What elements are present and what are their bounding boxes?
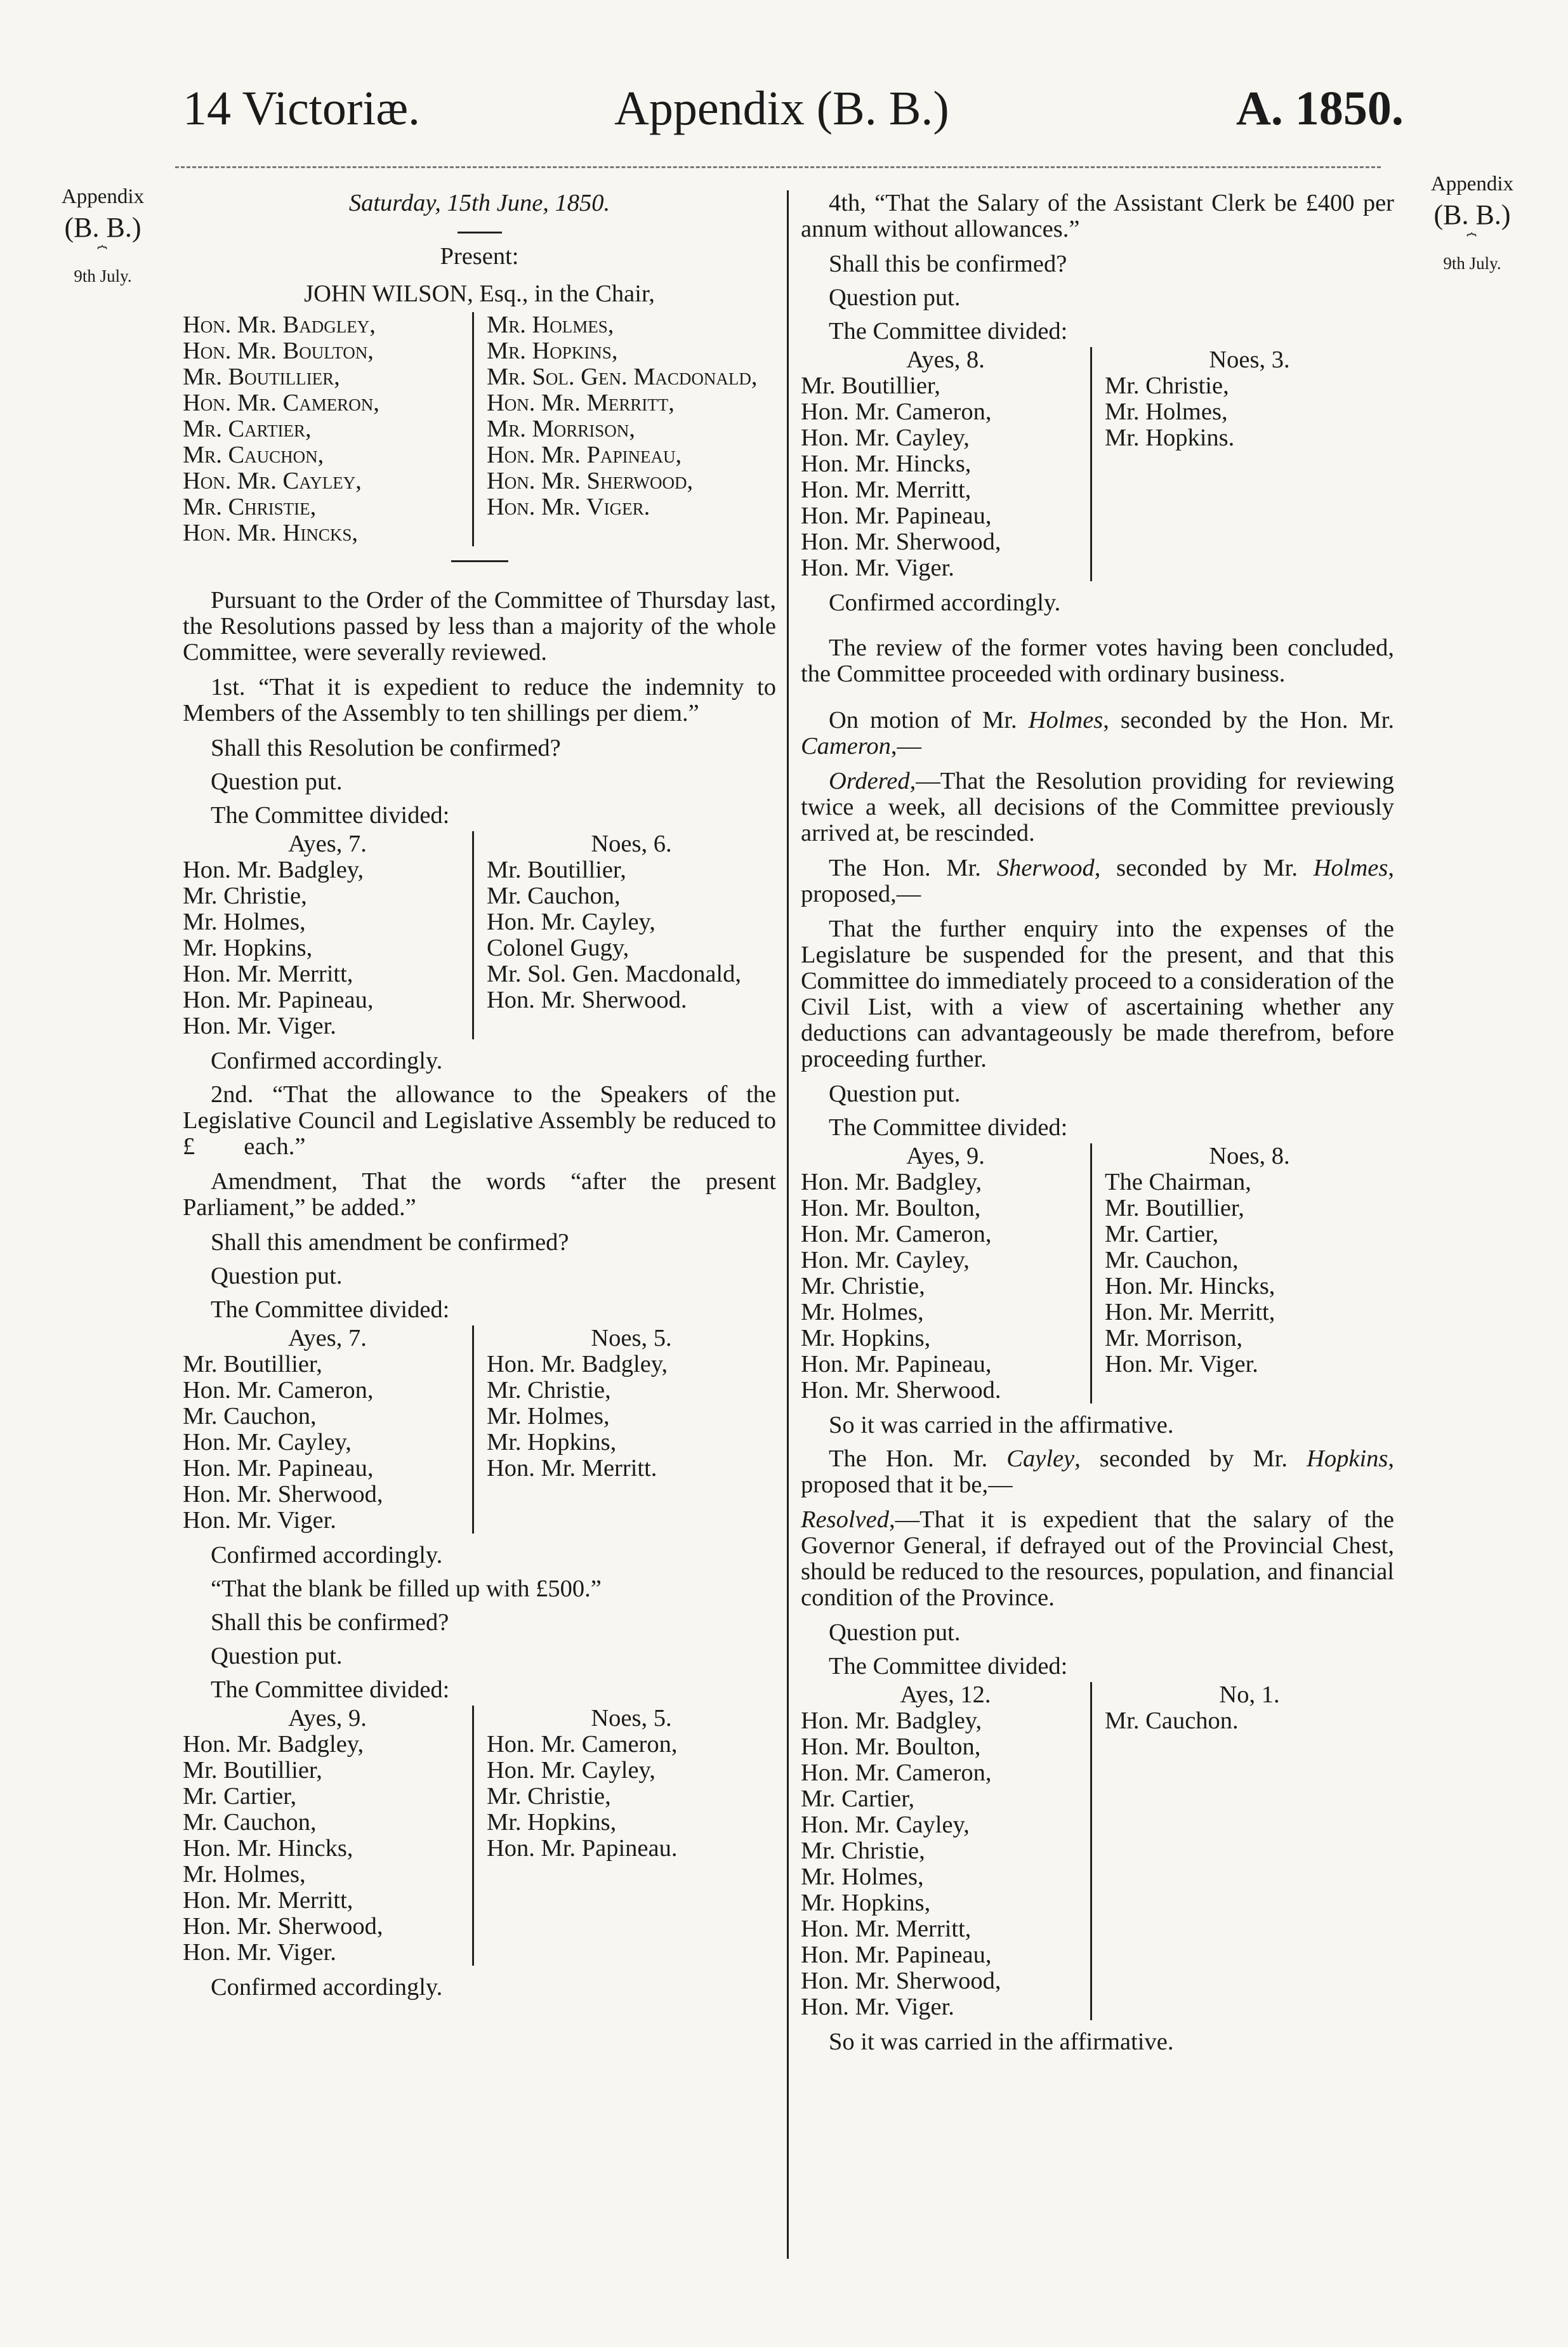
no-member: Hon. Mr. Hincks, <box>1105 1273 1275 1299</box>
committee-divided: The Committee divided: <box>211 1676 450 1703</box>
right-column <box>801 190 1394 2063</box>
present-member: Hon. Mr. Sherwood, <box>487 468 694 494</box>
noes-heading: Noes, 8. <box>1209 1143 1290 1169</box>
no-member: Mr. Hopkins. <box>1105 424 1235 451</box>
committee-divided: The Committee divided: <box>829 1114 1068 1141</box>
proposal-text: , seconded by Mr. <box>1074 1445 1307 1472</box>
committee-divided: The Committee divided: <box>211 802 450 829</box>
aye-member: Hon. Mr. Cayley, <box>183 1429 352 1456</box>
proposal-text: , proposed that it be,— <box>801 1445 1394 1498</box>
motion-text: , seconded by the Hon. Mr. <box>1103 707 1394 733</box>
present-member: Mr. Cartier, <box>183 416 312 442</box>
aye-member: Hon. Mr. Hincks, <box>183 1835 353 1862</box>
division-ayes <box>801 1143 1090 1404</box>
question-confirm-3: Shall this be confirmed? <box>211 1609 449 1636</box>
division-ayes <box>183 1325 472 1534</box>
no-member: Hon. Mr. Papineau. <box>487 1835 678 1862</box>
noes-heading: Noes, 5. <box>591 1325 672 1351</box>
no-member: Mr. Boutillier, <box>487 857 626 883</box>
no-member: Hon. Mr. Merritt. <box>487 1455 657 1482</box>
margin-brace-icon: ⏞ <box>97 246 109 265</box>
no-member: Mr. Sol. Gen. Macdonald, <box>487 961 741 987</box>
proposal-text: The Hon. Mr. <box>829 855 997 881</box>
aye-member: Hon. Mr. Merritt, <box>183 1887 353 1914</box>
proposal-text: The Hon. Mr. <box>829 1445 1007 1472</box>
column-divider <box>787 190 789 2259</box>
aye-member: Hon. Mr. Boulton, <box>801 1195 981 1221</box>
review-paragraph: The review of the former votes having been concluded, the Committee proceeded with ordinary business. <box>801 634 1394 687</box>
seconder-name: Hopkins <box>1307 1445 1388 1472</box>
aye-member: Hon. Mr. Viger. <box>183 1507 336 1534</box>
margin-note-left-line3: 9th July. <box>74 266 132 286</box>
aye-member: Hon. Mr. Sherwood, <box>183 1481 383 1508</box>
meeting-date: Saturday, 15th June, 1850. <box>348 190 610 216</box>
no-member: Mr. Cauchon, <box>487 883 621 909</box>
aye-member: Hon. Mr. Badgley, <box>801 1169 982 1195</box>
aye-member: Hon. Mr. Sherwood, <box>183 1913 383 1940</box>
carried-affirmative: So it was carried in the affirmative. <box>829 2028 1174 2055</box>
aye-member: Hon. Mr. Cayley, <box>801 1247 970 1273</box>
division-noes <box>1090 347 1394 581</box>
aye-member: Hon. Mr. Sherwood, <box>801 529 1001 555</box>
aye-member: Hon. Mr. Merritt, <box>801 477 972 503</box>
aye-member: Mr. Cauchon, <box>183 1403 317 1430</box>
aye-member: Hon. Mr. Papineau, <box>801 1942 992 1968</box>
no-member: Mr. Christie, <box>487 1783 611 1810</box>
aye-member: Hon. Mr. Cameron, <box>801 398 992 425</box>
aye-member: Mr. Christie, <box>183 883 307 909</box>
aye-member: Hon. Mr. Merritt, <box>801 1916 972 1942</box>
present-label: Present: <box>440 243 519 270</box>
header-year: A. 1850. <box>1236 82 1404 135</box>
question-put: Question put. <box>829 1619 961 1646</box>
aye-member: Hon. Mr. Badgley, <box>183 857 364 883</box>
question-put: Question put. <box>829 284 961 311</box>
ordered-paragraph <box>801 768 1394 846</box>
blank-filled-paragraph: “That the blank be filled up with £500.” <box>211 1575 602 1602</box>
question-confirm-2: Shall this amendment be confirmed? <box>211 1229 569 1256</box>
no-member: Hon. Mr. Cameron, <box>487 1731 678 1758</box>
present-members-left <box>183 312 472 546</box>
question-put: Question put. <box>211 1263 343 1289</box>
margin-note-left <box>39 184 166 287</box>
present-member: Hon. Mr. Merritt, <box>487 390 675 416</box>
margin-brace-icon: ⏞ <box>1466 233 1478 252</box>
mover-name: Holmes <box>1028 707 1104 733</box>
division-ayes <box>801 1682 1090 2020</box>
no-member: Hon. Mr. Badgley, <box>487 1351 668 1377</box>
aye-member: Hon. Mr. Merritt, <box>183 961 353 987</box>
present-member: Hon. Mr. Hincks, <box>183 520 358 546</box>
aye-member: Mr. Hopkins, <box>183 935 313 961</box>
aye-member: Hon. Mr. Hincks, <box>801 450 972 477</box>
ordered-text: —That the Resolution providing for reviewing twice a week, all decisions of the Committee previously arrived at, be rescinded. <box>801 768 1394 846</box>
aye-member: Hon. Mr. Badgley, <box>183 1731 364 1758</box>
amendment-paragraph: Amendment, That the words “after the present Parliament,” be added.” <box>183 1168 776 1221</box>
present-members <box>183 312 776 546</box>
resolution-first: 1st. “That it is expedient to reduce the indemnity to Members of the Assembly to ten shillings per diem.” <box>183 674 776 726</box>
header-session: 14 Victoriæ. <box>183 82 421 135</box>
no-member: Colonel Gugy, <box>487 935 629 961</box>
margin-note-right-line2: (B. B.) <box>1433 199 1511 231</box>
aye-member: Mr. Cauchon, <box>183 1809 317 1836</box>
cayley-proposal-paragraph <box>801 1446 1394 1498</box>
committee-divided: The Committee divided: <box>211 1296 450 1323</box>
aye-member: Hon. Mr. Boulton, <box>801 1733 981 1760</box>
page-header <box>0 75 1568 145</box>
division-4 <box>801 347 1394 581</box>
present-member: Hon. Mr. Badgley, <box>183 312 376 338</box>
question-put: Question put. <box>211 768 343 795</box>
present-member: Mr. Christie, <box>183 494 317 520</box>
resolved-label: Resolved, <box>801 1506 895 1533</box>
aye-member: Mr. Cartier, <box>801 1785 915 1812</box>
no-member: Mr. Hopkins, <box>487 1429 617 1456</box>
present-member: Hon. Mr. Papineau, <box>487 442 682 468</box>
present-member: Mr. Sol. Gen. Macdonald, <box>487 364 758 390</box>
aye-member: Hon. Mr. Cayley, <box>801 424 970 451</box>
ayes-heading: Ayes, 8. <box>906 346 985 373</box>
confirmed-accordingly: Confirmed accordingly. <box>211 1048 443 1074</box>
no-member: Mr. Christie, <box>1105 372 1229 399</box>
resolved-paragraph <box>801 1507 1394 1611</box>
header-appendix: Appendix (B. B.) <box>614 82 949 135</box>
section-rule <box>451 560 508 562</box>
seconder-name: Holmes <box>1313 855 1388 881</box>
motion-text: ,— <box>890 733 921 759</box>
margin-note-right <box>1402 171 1542 275</box>
division-ayes <box>801 347 1090 581</box>
aye-member: Hon. Mr. Sherwood. <box>801 1377 1001 1404</box>
noes-heading: No, 1. <box>1219 1681 1280 1708</box>
no-member: Mr. Boutillier, <box>1105 1195 1244 1221</box>
no-member: Mr. Holmes, <box>1105 398 1228 425</box>
present-member: Hon. Mr. Boulton, <box>183 338 374 364</box>
margin-note-right-line1: Appendix <box>1430 173 1514 195</box>
proposal-text: , seconded by Mr. <box>1094 855 1314 881</box>
no-member: Mr. Holmes, <box>487 1403 610 1430</box>
proposal-paragraph <box>801 855 1394 907</box>
present-member: Hon. Mr. Viger. <box>487 494 650 520</box>
ayes-heading: Ayes, 9. <box>288 1705 367 1732</box>
seconder-name: Cameron <box>801 733 891 759</box>
aye-member: Hon. Mr. Viger. <box>801 1994 954 2020</box>
carried-affirmative: So it was carried in the affirmative. <box>829 1412 1174 1438</box>
ayes-heading: Ayes, 12. <box>900 1681 991 1708</box>
date-rule <box>458 232 502 233</box>
present-member: Mr. Hopkins, <box>487 338 618 364</box>
aye-member: Hon. Mr. Papineau, <box>183 1455 374 1482</box>
present-member: Mr. Morrison, <box>487 416 635 442</box>
committee-divided: The Committee divided: <box>829 318 1068 345</box>
no-member: Hon. Mr. Merritt, <box>1105 1299 1275 1325</box>
present-members-right <box>472 312 776 546</box>
question-put: Question put. <box>829 1081 961 1107</box>
division-ayes <box>183 831 472 1039</box>
aye-member: Hon. Mr. Viger. <box>183 1013 336 1039</box>
aye-member: Hon. Mr. Cameron, <box>183 1377 374 1404</box>
present-member: Mr. Boutillier, <box>183 364 340 390</box>
left-column <box>183 190 782 2008</box>
division-5 <box>801 1143 1394 1404</box>
resolved-text: —That it is expedient that the salary of the Governor General, if defrayed out of the Provincial Chest, should be reduced to the resources, population, and financial condition of the Province. <box>801 1506 1394 1611</box>
division-1 <box>183 831 776 1039</box>
question-confirm-1: Shall this Resolution be confirmed? <box>211 735 561 761</box>
ayes-heading: Ayes, 9. <box>906 1143 985 1169</box>
resolution-fourth: 4th, “That the Salary of the Assistant Clerk be £400 per annum without allowances.” <box>801 190 1394 242</box>
present-member: Hon. Mr. Cayley, <box>183 468 362 494</box>
present-member: Mr. Cauchon, <box>183 442 324 468</box>
no-member: The Chairman, <box>1105 1169 1251 1195</box>
further-enquiry-paragraph: That the further enquiry into the expenses of the Legislature be suspended for the present, and that this Committee do immediately proceed to a consideration of the Civil List, with a view of ascertaining whether any deductions can advantageously be made therefrom, before proceeding further. <box>801 916 1394 1072</box>
division-6 <box>801 1682 1394 2020</box>
division-noes <box>472 831 776 1039</box>
motion-paragraph <box>801 707 1394 759</box>
aye-member: Mr. Boutillier, <box>183 1351 322 1377</box>
division-noes <box>472 1325 776 1534</box>
question-confirm-4: Shall this be confirmed? <box>829 251 1067 277</box>
ayes-heading: Ayes, 7. <box>288 831 367 857</box>
margin-note-right-line3: 9th July. <box>1443 253 1501 273</box>
confirmed-accordingly: Confirmed accordingly. <box>211 1542 443 1568</box>
no-member: Mr. Hopkins, <box>487 1809 617 1836</box>
aye-member: Hon. Mr. Papineau, <box>801 1351 992 1377</box>
aye-member: Mr. Boutillier, <box>183 1757 322 1784</box>
division-noes <box>1090 1682 1394 2020</box>
division-2 <box>183 1325 776 1534</box>
margin-note-left-line2: (B. B.) <box>64 212 142 244</box>
aye-member: Mr. Holmes, <box>183 909 306 935</box>
ayes-heading: Ayes, 7. <box>288 1325 367 1351</box>
present-member: Hon. Mr. Cameron, <box>183 390 379 416</box>
proposal-text: , proposed,— <box>801 855 1394 907</box>
aye-member: Hon. Mr. Cameron, <box>801 1221 992 1247</box>
no-member: Hon. Mr. Cayley, <box>487 1757 656 1784</box>
division-3 <box>183 1706 776 1966</box>
noes-heading: Noes, 6. <box>591 831 672 857</box>
aye-member: Mr. Holmes, <box>801 1864 924 1890</box>
pursuant-paragraph: Pursuant to the Order of the Committee of Thursday last, the Resolutions passed by less than a majority of the whole Committee, were severally reviewed. <box>183 587 776 666</box>
no-member: Mr. Christie, <box>487 1377 611 1404</box>
aye-member: Hon. Mr. Sherwood, <box>801 1968 1001 1994</box>
no-member: Mr. Cauchon, <box>1105 1247 1239 1273</box>
motion-text: On motion of Mr. <box>829 707 1029 733</box>
division-ayes <box>183 1706 472 1966</box>
aye-member: Mr. Hopkins, <box>801 1325 931 1351</box>
confirmed-accordingly: Confirmed accordingly. <box>829 589 1061 616</box>
no-member: Mr. Cauchon. <box>1105 1707 1239 1734</box>
division-noes <box>472 1706 776 1966</box>
aye-member: Mr. Christie, <box>801 1837 925 1864</box>
aye-member: Hon. Mr. Viger. <box>183 1939 336 1966</box>
division-noes <box>1090 1143 1394 1404</box>
aye-member: Mr. Boutillier, <box>801 372 940 399</box>
committee-divided: The Committee divided: <box>829 1653 1068 1680</box>
no-member: Hon. Mr. Viger. <box>1105 1351 1258 1377</box>
chair-line: JOHN WILSON, Esq., in the Chair, <box>304 280 655 307</box>
no-member: Mr. Morrison, <box>1105 1325 1243 1351</box>
aye-member: Hon. Mr. Badgley, <box>801 1707 982 1734</box>
present-member: Mr. Holmes, <box>487 312 614 338</box>
no-member: Mr. Cartier, <box>1105 1221 1219 1247</box>
mover-name: Sherwood <box>996 855 1095 881</box>
aye-member: Mr. Christie, <box>801 1273 925 1299</box>
aye-member: Mr. Holmes, <box>183 1861 306 1888</box>
mover-name: Cayley <box>1006 1445 1075 1472</box>
resolution-second: 2nd. “That the allowance to the Speakers of the Legislative Council and Legislative Assembly be reduced to £ each.” <box>183 1081 782 1160</box>
confirmed-accordingly: Confirmed accordingly. <box>211 1974 443 2001</box>
ordered-label: Ordered, <box>829 768 916 794</box>
aye-member: Mr. Hopkins, <box>801 1890 931 1916</box>
aye-member: Mr. Holmes, <box>801 1299 924 1325</box>
aye-member: Hon. Mr. Papineau, <box>183 987 374 1013</box>
aye-member: Hon. Mr. Cameron, <box>801 1759 992 1786</box>
noes-heading: Noes, 5. <box>591 1705 672 1732</box>
aye-member: Hon. Mr. Viger. <box>801 555 954 581</box>
no-member: Hon. Mr. Sherwood. <box>487 987 687 1013</box>
header-rule <box>175 166 1381 168</box>
aye-member: Hon. Mr. Cayley, <box>801 1811 970 1838</box>
aye-member: Hon. Mr. Papineau, <box>801 503 992 529</box>
noes-heading: Noes, 3. <box>1209 346 1290 373</box>
question-put: Question put. <box>211 1643 343 1669</box>
aye-member: Mr. Cartier, <box>183 1783 297 1810</box>
margin-note-left-line1: Appendix <box>61 185 145 208</box>
no-member: Hon. Mr. Cayley, <box>487 909 656 935</box>
